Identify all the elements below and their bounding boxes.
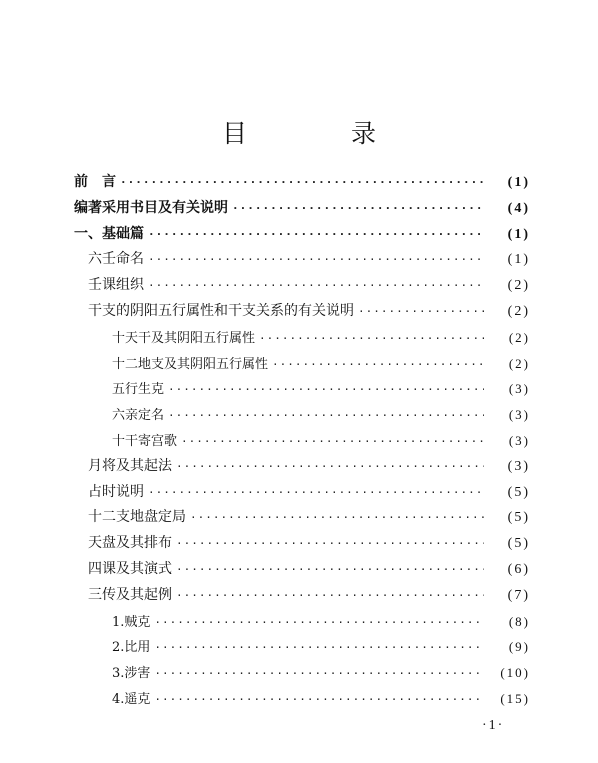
toc-entry-page: (2) bbox=[508, 355, 530, 371]
toc-entry bbox=[74, 454, 530, 480]
toc-entry-page: (5) bbox=[507, 536, 530, 552]
dot-leader bbox=[154, 661, 484, 687]
toc-entry bbox=[74, 299, 530, 325]
toc-entry bbox=[74, 531, 530, 557]
toc-entry bbox=[74, 325, 530, 351]
dot-leader bbox=[176, 454, 484, 480]
toc-entry-page: (3) bbox=[508, 407, 530, 423]
toc-entry-label: 月将及其起法 bbox=[88, 457, 172, 474]
dot-leader bbox=[176, 583, 484, 609]
toc-entry bbox=[74, 428, 530, 454]
dot-leader bbox=[272, 352, 484, 378]
toc-entry bbox=[74, 247, 530, 273]
toc-entry bbox=[74, 376, 530, 402]
toc-entry-label: 天盘及其排布 bbox=[88, 535, 172, 552]
dot-leader bbox=[154, 687, 484, 713]
toc-entry-page: (9) bbox=[508, 639, 530, 655]
toc-entry-page: (1) bbox=[507, 252, 530, 268]
dot-leader bbox=[154, 635, 484, 661]
toc-entry bbox=[74, 609, 530, 635]
dot-leader bbox=[148, 222, 484, 248]
dot-leader bbox=[148, 480, 484, 506]
page-number: ·1· bbox=[482, 718, 505, 733]
toc-entry-label: 一、基础篇 bbox=[74, 225, 144, 242]
toc-entry-label: 4.遥克 bbox=[112, 691, 151, 707]
toc-entry-page: (15) bbox=[500, 690, 530, 706]
toc-entry-page: (10) bbox=[500, 665, 530, 681]
toc-entry-label: 编著采用书目及有关说明 bbox=[74, 199, 228, 216]
toc-entry-page: (2) bbox=[507, 303, 530, 319]
toc-entry-page: (1) bbox=[507, 226, 530, 242]
dot-leader bbox=[148, 247, 484, 273]
toc-entry-label: 十干寄宫歌 bbox=[112, 433, 178, 449]
toc-entry-page: (1) bbox=[507, 175, 530, 190]
dot-leader bbox=[148, 273, 484, 299]
dot-leader bbox=[168, 377, 484, 403]
toc-entry bbox=[74, 557, 530, 583]
toc-entry-label: 占时说明 bbox=[88, 483, 144, 500]
toc-entry bbox=[74, 583, 530, 609]
dot-leader bbox=[120, 170, 484, 196]
dot-leader bbox=[176, 531, 484, 557]
toc-entry-page: (2) bbox=[508, 329, 530, 345]
toc-entry-label: 六亲定名 bbox=[112, 408, 165, 424]
toc-entry-label: 三传及其起例 bbox=[88, 586, 172, 603]
toc-entry-label: 壬课组织 bbox=[88, 277, 144, 294]
toc-entry-page: (4) bbox=[507, 200, 530, 216]
table-of-contents bbox=[74, 170, 530, 712]
toc-entry-label: 六壬命名 bbox=[88, 251, 144, 268]
dot-leader bbox=[154, 610, 484, 636]
dot-leader bbox=[181, 429, 484, 455]
toc-entry bbox=[74, 402, 530, 428]
toc-entry-page: (3) bbox=[508, 432, 530, 448]
toc-entry bbox=[74, 634, 530, 660]
toc-entry-label: 十二支地盘定局 bbox=[88, 509, 186, 526]
page-title: 目 录 bbox=[222, 119, 424, 148]
toc-entry-label: 四课及其演式 bbox=[88, 560, 172, 577]
toc-entry-page: (7) bbox=[507, 587, 530, 603]
toc-entry-label: 十二地支及其阴阳五行属性 bbox=[112, 356, 269, 372]
toc-entry-page: (2) bbox=[507, 278, 530, 294]
toc-entry-page: (8) bbox=[508, 613, 530, 629]
dot-leader bbox=[168, 403, 484, 429]
dot-leader bbox=[232, 196, 484, 222]
dot-leader bbox=[358, 299, 484, 325]
toc-entry bbox=[74, 660, 530, 686]
toc-entry-page: (3) bbox=[508, 381, 530, 397]
toc-entry-page: (3) bbox=[507, 458, 530, 474]
dot-leader bbox=[259, 326, 484, 352]
toc-entry-label: 2.比用 bbox=[112, 640, 151, 656]
toc-entry bbox=[74, 196, 530, 222]
toc-entry-label: 十天干及其阴阳五行属性 bbox=[112, 330, 256, 346]
toc-entry-label: 前 言 bbox=[74, 174, 116, 190]
toc-entry bbox=[74, 351, 530, 377]
toc-entry bbox=[74, 480, 530, 506]
toc-entry-label: 五行生克 bbox=[112, 382, 165, 398]
toc-entry-page: (5) bbox=[507, 484, 530, 500]
dot-leader bbox=[190, 505, 484, 531]
toc-entry bbox=[74, 222, 530, 248]
toc-entry bbox=[74, 170, 530, 196]
toc-entry-label: 1.贼克 bbox=[112, 614, 151, 630]
dot-leader bbox=[176, 557, 484, 583]
toc-entry-page: (5) bbox=[507, 510, 530, 526]
toc-entry bbox=[74, 686, 530, 712]
toc-entry-label: 3.涉害 bbox=[112, 666, 151, 682]
toc-entry bbox=[74, 273, 530, 299]
toc-entry-page: (6) bbox=[507, 561, 530, 577]
toc-entry-label: 干支的阴阳五行属性和干支关系的有关说明 bbox=[88, 302, 354, 319]
toc-entry bbox=[74, 505, 530, 531]
